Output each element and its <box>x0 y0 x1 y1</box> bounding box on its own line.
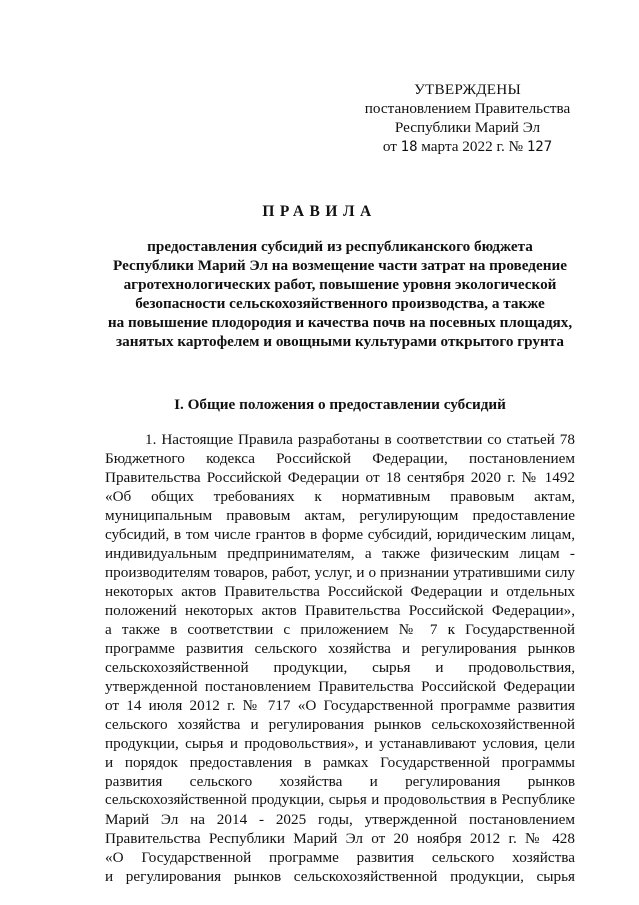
paragraph-line: а также в соответствии с приложением № 7 к Государственной <box>105 621 575 638</box>
approval-line-resolution: постановлением Правительства <box>364 100 571 117</box>
approval-heading: УТВЕРЖДЕНЫ <box>414 81 521 98</box>
paragraph-line: Правительства Российской Федерации от 18 сентября 2020 г. № 1492 <box>105 469 575 486</box>
subtitle-line: занятых картофелем и овощными культурами открытого грунта <box>116 333 564 350</box>
approval-date-day: 18 <box>400 139 418 155</box>
paragraph-line: программе развития сельского хозяйства и регулирования рынков <box>105 640 575 657</box>
paragraph-line: «Об общих требованиях к нормативным правовым актам, <box>105 488 575 505</box>
paragraph-line: некоторых актов Правительства Российской Федерации и отдельных <box>105 583 575 600</box>
document-subtitle <box>100 237 580 351</box>
approval-date-number: 127 <box>526 139 553 155</box>
paragraph-line: сельского хозяйства и регулирования рынков сельскохозяйственной <box>105 716 575 733</box>
paragraph-line: продукции, сырья и продовольствия», и устанавливают условия, цели <box>105 735 575 752</box>
subtitle-line: на повышение плодородия и качества почв на посевных площадях, <box>107 314 573 331</box>
paragraph-line: развития сельского хозяйства и регулирования рынков <box>105 773 575 790</box>
approval-block <box>360 80 575 157</box>
paragraph-line: сельскохозяйственной продукции, сырья и продовольствия, <box>105 659 575 676</box>
approval-date-middle: марта 2022 г. № <box>417 138 527 155</box>
subtitle-line: безопасности сельскохозяйственного производства, а также <box>135 295 545 312</box>
paragraph-line: «О Государственной программе развития сельского хозяйства <box>105 849 575 866</box>
subtitle-line: предоставления субсидий из республиканского бюджета <box>147 238 533 255</box>
approval-date-line <box>360 137 575 157</box>
subtitle-line: агротехнологических работ, повышение уровня экологической <box>123 276 557 293</box>
paragraph-line: Марий Эл на 2014 - 2025 годы, утвержденной постановлением <box>105 811 575 828</box>
paragraph-line: и порядок предоставления в рамках Государственной программы <box>105 754 575 771</box>
paragraph-line: Правительства Республики Марий Эл от 20 ноября 2012 г. № 428 <box>105 830 575 847</box>
approval-date-prefix: от <box>382 138 401 155</box>
paragraph-line: субсидий, в том числе грантов в форме субсидий, юридическим лицам, <box>105 526 575 543</box>
paragraph-line: индивидуальным предпринимателям, а также физическим лицам - <box>105 545 575 562</box>
paragraph-line: производителям товаров, работ, услуг, и о признании утратившими силу <box>105 564 575 581</box>
paragraph-line: сельскохозяйственной продукции, сырья и продовольствия в Республике <box>105 792 575 808</box>
paragraph-line: 1. Настоящие Правила разработаны в соответствии со статьей 78 <box>145 431 575 448</box>
paragraph-line: от 14 июля 2012 г. № 717 «О Государственной программе развития <box>105 697 575 714</box>
paragraph-line: положений некоторых актов Правительства Российской Федерации», <box>105 602 575 619</box>
paragraph-line: и регулирования рынков сельскохозяйственной продукции, сырья <box>105 868 575 885</box>
paragraph-line: утвержденной постановлением Правительства Российской Федерации <box>105 678 575 695</box>
document-title: ПРАВИЛА <box>262 203 377 220</box>
paragraph-line: Бюджетного кодекса Российской Федерации, постановлением <box>105 450 575 467</box>
paragraph-1 <box>105 430 575 886</box>
subtitle-line: Республики Марий Эл на возмещение части затрат на проведение <box>113 257 567 274</box>
section-heading: I. Общие положения о предоставлении субсидий <box>174 396 506 413</box>
paragraph-line: муниципальным правовым актам, регулирующим предоставление <box>105 507 575 524</box>
approval-line-republic: Республики Марий Эл <box>394 119 541 136</box>
